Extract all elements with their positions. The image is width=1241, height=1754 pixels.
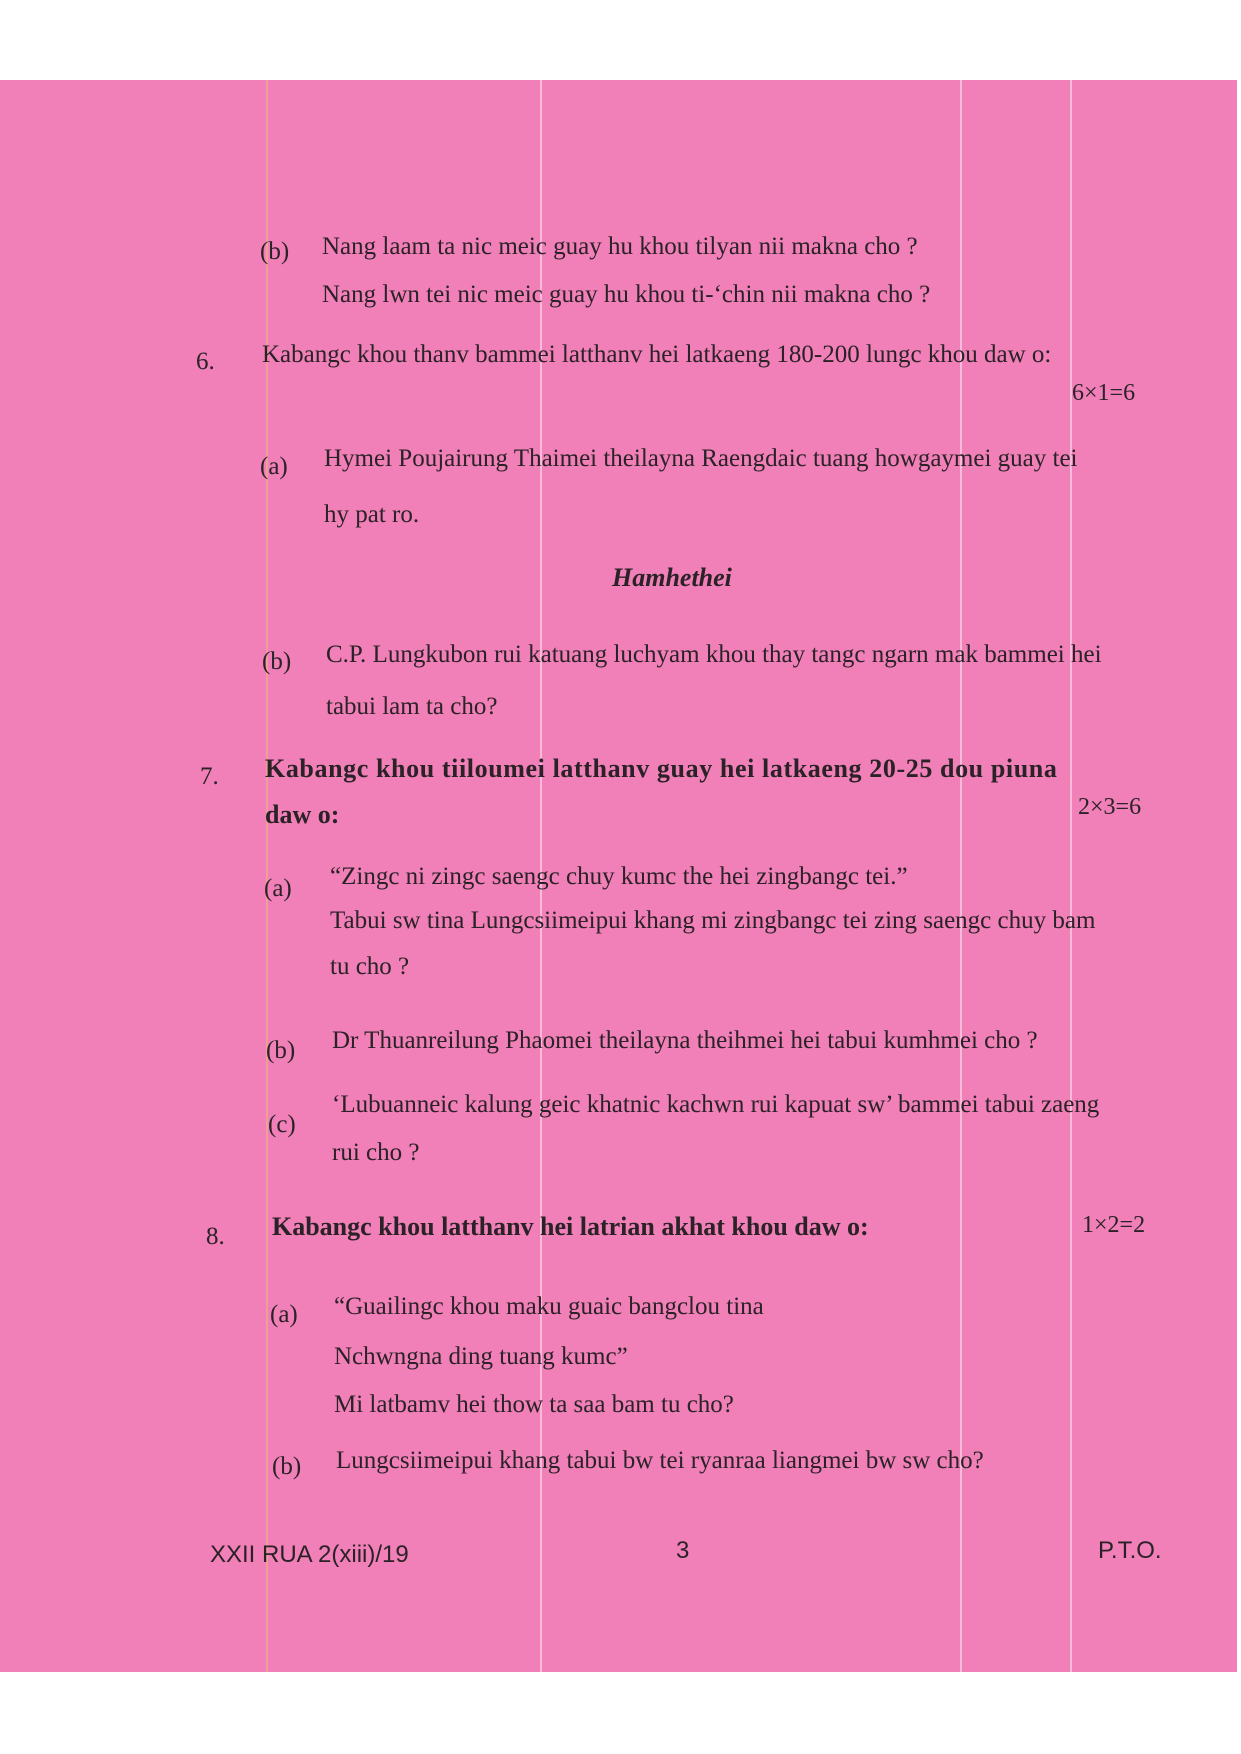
question-7a-line: Tabui sw tina Lungcsiimeipui khang mi zingbangc tei zing saengc chuy bam [330, 907, 1096, 934]
question-7b-label: (b) [266, 1037, 296, 1064]
question-7-text: Kabangc khou tiiloumei latthanv guay hei latkaeng 20-25 dou piuna [265, 754, 1058, 783]
question-6a-label: (a) [260, 453, 288, 480]
question-7-marks: 2×3=6 [1078, 794, 1142, 820]
section-heading: Hamhethei [612, 563, 732, 592]
question-7-number: 7. [200, 763, 219, 790]
question-6-number: 6. [196, 348, 215, 375]
question-5b-line: Nang laam ta nic meic guay hu khou tilyan nii makna cho ? [322, 233, 918, 260]
question-6a-line: hy pat ro. [324, 501, 420, 528]
footer-paper-code: XXII RUA 2(xiii)/19 [210, 1541, 409, 1568]
question-8a-label: (a) [270, 1301, 298, 1328]
question-6a-line: Hymei Poujairung Thaimei theilayna Raengdaic tuang howgaymei guay tei [324, 445, 1078, 472]
question-5b-line: Nang lwn tei nic meic guay hu khou ti-‘chin nii makna cho ? [322, 281, 931, 308]
question-5b-label: (b) [260, 238, 290, 265]
question-8b-label: (b) [272, 1453, 302, 1480]
question-8a-line: “Guailingc khou maku guaic bangclou tina [334, 1293, 764, 1320]
question-6b-label: (b) [262, 648, 292, 675]
question-7c-label: (c) [268, 1111, 296, 1138]
paper-rule [960, 80, 962, 1672]
paper-rule [1070, 80, 1072, 1672]
question-6-text: Kabangc khou thanv bammei latthanv hei latkaeng 180-200 lungc khou daw o: [262, 341, 1052, 368]
footer-page-number: 3 [676, 1537, 690, 1564]
question-7-text: daw o: [265, 800, 340, 829]
question-7a-line: “Zingc ni zingc saengc chuy kumc the hei zingbangc tei.” [330, 863, 908, 890]
footer-pto: P.T.O. [1098, 1537, 1162, 1564]
question-7a-label: (a) [264, 875, 292, 902]
question-7c-line: rui cho ? [332, 1139, 420, 1166]
question-8-text: Kabangc khou latthanv hei latrian akhat khou daw o: [272, 1212, 869, 1241]
question-8b-line: Lungcsiimeipui khang tabui bw tei ryanraa liangmei bw sw cho? [336, 1447, 984, 1474]
question-8a-line: Mi latbamv hei thow ta saa bam tu cho? [334, 1391, 734, 1418]
question-6-marks: 6×1=6 [1072, 380, 1136, 406]
question-6b-line: C.P. Lungkubon rui katuang luchyam khou thay tangc ngarn mak bammei hei [326, 641, 1102, 668]
question-7b-line: Dr Thuanreilung Phaomei theilayna theihmei hei tabui kumhmei cho ? [332, 1027, 1038, 1054]
question-7c-line: ‘Lubuanneic kalung geic khatnic kachwn rui kapuat sw’ bammei tabui zaeng [332, 1091, 1100, 1118]
question-8-marks: 1×2=2 [1082, 1212, 1146, 1238]
exam-page [0, 80, 1237, 1672]
question-8-number: 8. [206, 1223, 225, 1250]
question-7a-line: tu cho ? [330, 953, 410, 980]
question-6b-line: tabui lam ta cho? [326, 693, 498, 720]
question-8a-line: Nchwngna ding tuang kumc” [334, 1343, 628, 1370]
